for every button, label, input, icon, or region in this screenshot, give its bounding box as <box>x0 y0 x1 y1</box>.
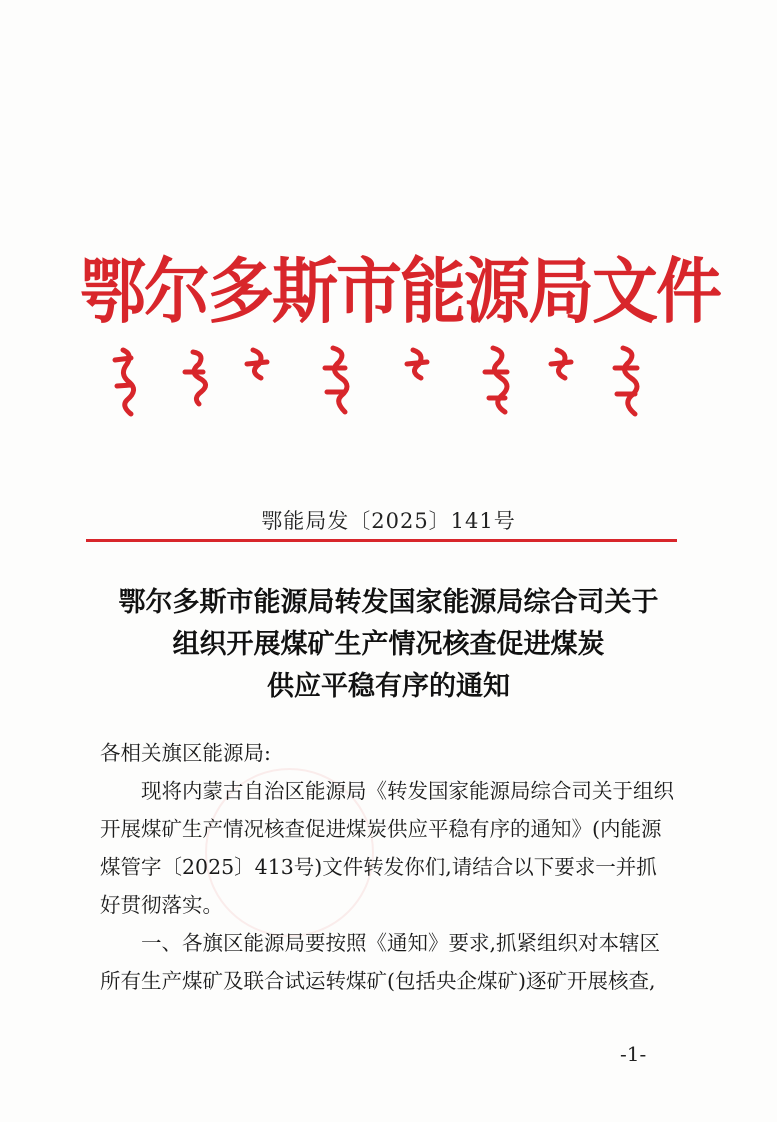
letterhead-title: 鄂尔多斯市能源局文件 <box>80 250 720 334</box>
page-number: -1- <box>620 1042 647 1066</box>
paragraph-line: 开展煤矿生产情况核查促进煤炭供应平稳有序的通知》(内能源 <box>100 817 662 841</box>
paragraph-line: 好贯彻落实。 <box>100 893 223 917</box>
paragraph-line: 一、各旗区能源局要按照《通知》要求,抓紧组织对本辖区 <box>141 931 661 955</box>
paragraph-line: 煤管字〔2025〕413号)文件转发你们,请结合以下要求一并抓 <box>100 855 657 879</box>
title-line: 鄂尔多斯市能源局转发国家能源局综合司关于 <box>118 587 659 618</box>
mongolian-script-emblem <box>95 342 675 420</box>
title-line: 供应平稳有序的通知 <box>267 671 510 702</box>
document-body <box>100 734 690 1000</box>
salutation: 各相关旗区能源局: <box>100 741 271 765</box>
paragraph-line: 所有生产煤矿及联合试运转煤矿(包括央企煤矿)逐矿开展核查, <box>100 969 656 993</box>
title-line: 组织开展煤矿生产情况核查促进煤炭 <box>172 629 605 660</box>
document-title <box>60 582 717 708</box>
red-divider <box>86 539 677 542</box>
paragraph-line: 现将内蒙古自治区能源局《转发国家能源局综合司关于组织 <box>141 779 674 803</box>
document-number: 鄂能局发〔2025〕141号 <box>261 509 516 533</box>
